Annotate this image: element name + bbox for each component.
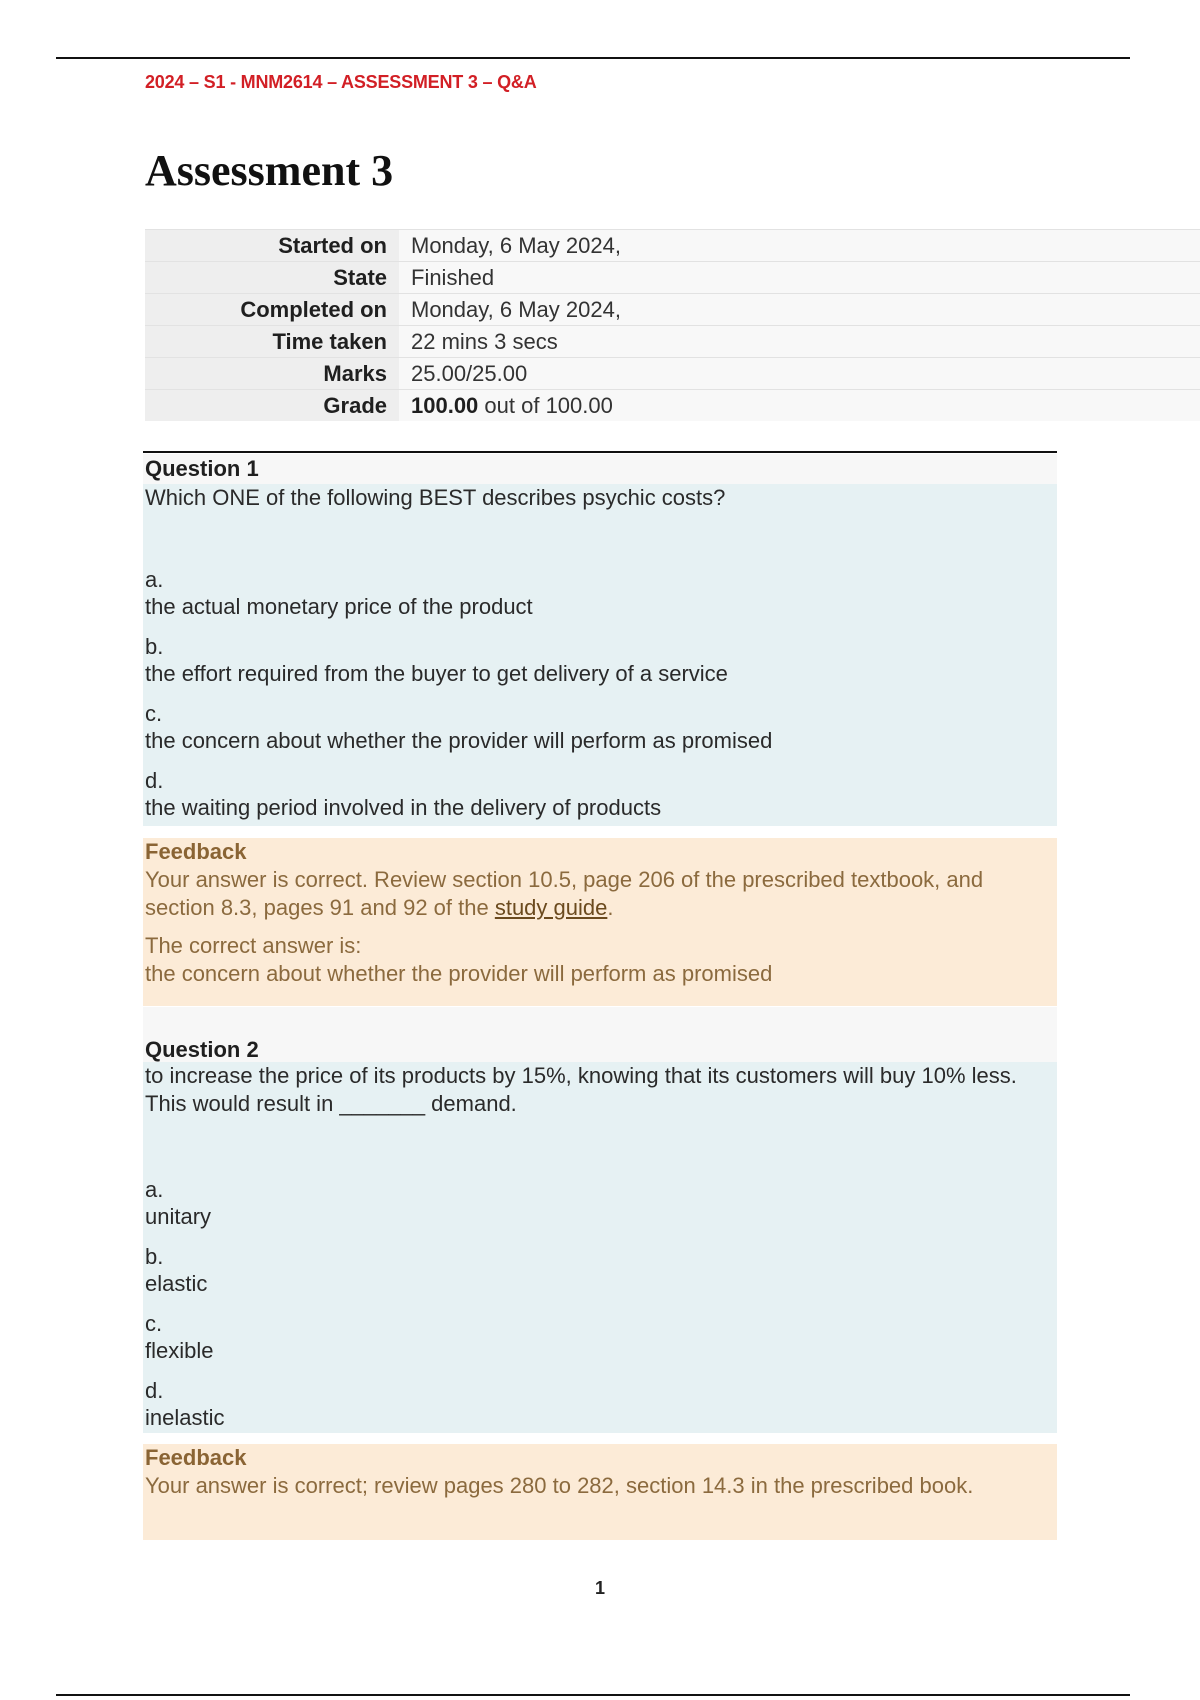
feedback-text-start: Your answer is correct. Review section 10.5, page 206 of the prescribed textbook, and section 8.3, pages 91 and 92 of the xyxy=(145,867,984,920)
option-text: elastic xyxy=(145,1271,208,1296)
feedback-title: Feedback xyxy=(145,1445,247,1470)
question-2-heading: Question 2 xyxy=(143,1007,1057,1067)
top-rule xyxy=(56,57,1130,59)
summary-label: Completed on xyxy=(145,294,399,326)
question-1-option-c[interactable] xyxy=(145,700,1057,755)
question-1-text: Which ONE of the following BEST describes psychic costs? xyxy=(145,485,726,510)
question-1-body xyxy=(143,484,1057,826)
option-text: inelastic xyxy=(145,1405,225,1430)
question-2-option-a[interactable] xyxy=(145,1176,1057,1231)
summary-value: Monday, 6 May 2024, xyxy=(399,294,1200,326)
summary-value: 25.00/25.00 xyxy=(399,358,1200,390)
question-1-option-b[interactable] xyxy=(145,633,1057,688)
summary-row-marks xyxy=(145,358,1200,390)
option-text: the concern about whether the provider will perform as promised xyxy=(145,728,773,753)
option-letter: c. xyxy=(145,1311,163,1336)
question-2-option-c[interactable] xyxy=(145,1310,1057,1365)
page-title: Assessment 3 xyxy=(145,146,394,195)
option-letter: c. xyxy=(145,701,163,726)
option-letter: d. xyxy=(145,768,164,793)
option-text: the effort required from the buyer to get delivery of a service xyxy=(145,661,728,686)
option-letter: a. xyxy=(145,1177,164,1202)
option-text: the actual monetary price of the product xyxy=(145,594,533,619)
feedback-text-end: . xyxy=(607,895,614,920)
question-1-heading: Question 1 xyxy=(143,454,1057,484)
summary-row-grade xyxy=(145,390,1200,422)
question-1-feedback xyxy=(143,838,1057,1006)
question-1-option-d[interactable] xyxy=(145,767,1057,822)
question-2-body xyxy=(143,1062,1057,1433)
summary-row-started-on xyxy=(145,230,1200,262)
summary-label: State xyxy=(145,262,399,294)
correct-answer-label: The correct answer is: xyxy=(145,933,362,958)
summary-value: Monday, 6 May 2024, xyxy=(399,230,1200,262)
summary-label: Marks xyxy=(145,358,399,390)
question-2-option-d[interactable] xyxy=(145,1377,1057,1432)
summary-value: 22 mins 3 secs xyxy=(399,326,1200,358)
correct-answer-text: the concern about whether the provider will perform as promised xyxy=(145,961,773,986)
question-2-feedback xyxy=(143,1444,1057,1540)
summary-value xyxy=(399,390,1200,422)
option-letter: b. xyxy=(145,634,164,659)
bottom-rule xyxy=(56,1694,1130,1696)
option-text: unitary xyxy=(145,1204,212,1229)
question-2-option-b[interactable] xyxy=(145,1243,1057,1298)
question-1-option-a[interactable] xyxy=(145,566,1057,621)
page-number: 1 xyxy=(594,1578,605,1598)
grade-out-of: out of 100.00 xyxy=(478,392,613,418)
feedback-text: Your answer is correct; review pages 280 to 282, section 14.3 in the prescribed book. xyxy=(145,1473,974,1498)
option-text: flexible xyxy=(145,1338,214,1363)
feedback-text xyxy=(145,866,1057,922)
option-letter: d. xyxy=(145,1378,164,1403)
option-letter: a. xyxy=(145,567,164,592)
summary-label: Grade xyxy=(145,390,399,422)
attempt-summary-table xyxy=(145,229,1200,421)
summary-row-completed-on xyxy=(145,294,1200,326)
option-letter: b. xyxy=(145,1244,164,1269)
summary-label: Time taken xyxy=(145,326,399,358)
grade-value: 100.00 xyxy=(411,392,479,418)
summary-value: Finished xyxy=(399,262,1200,294)
summary-row-state xyxy=(145,262,1200,294)
study-guide-link[interactable]: study guide xyxy=(494,895,608,920)
document-header: 2024 – S1 - MNM2614 – ASSESSMENT 3 – Q&A xyxy=(145,72,537,92)
feedback-title: Feedback xyxy=(145,839,247,864)
question-2-text: to increase the price of its products by 15%, knowing that its customers will buy 10% less. This would result in _______ demand. xyxy=(145,1063,1017,1116)
summary-label: Started on xyxy=(145,230,399,262)
option-text: the waiting period involved in the delivery of products xyxy=(145,795,662,820)
summary-row-time-taken xyxy=(145,326,1200,358)
question-divider xyxy=(143,451,1057,453)
